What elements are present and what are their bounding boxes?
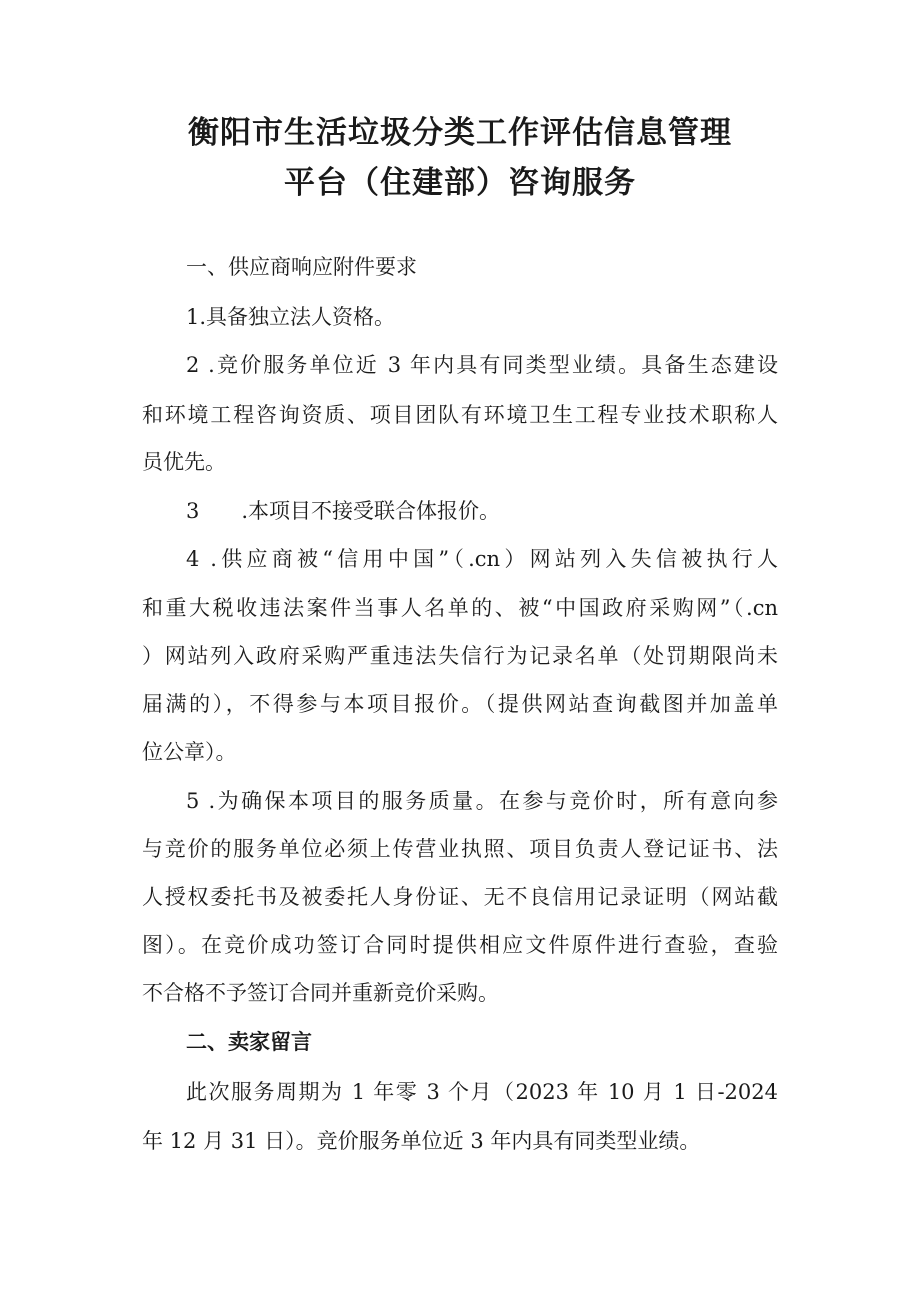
requirement-item-4-line-4: 届满的），不得参与本项目报价。（提供网站查询截图并加盖单 [142, 692, 778, 716]
requirement-item-4-line-3: ）网站列入政府采购严重违法失信行为记录名单（处罚期限尚未 [142, 644, 778, 668]
seller-message-line-1: 此次服务周期为 1 年零 3 个月（2023 年 10 月 1 日-2024 [186, 1080, 778, 1104]
requirement-item-2-line-3: 员优先。 [142, 450, 226, 474]
requirement-item-5-line-2: 与竞价的服务单位必须上传营业执照、项目负责人登记证书、法 [142, 837, 778, 861]
requirement-item-2-line-1: 2 .竞价服务单位近 3 年内具有同类型业绩。具备生态建设 [186, 353, 778, 377]
requirement-item-2-line-2: 和环境工程咨询资质、项目团队有环境卫生工程专业技术职称人 [142, 403, 778, 427]
requirement-item-4-line-5: 位公章）。 [142, 740, 237, 764]
requirement-item-5-line-4: 图）。在竞价成功签订合同时提供相应文件原件进行查验，查验 [142, 933, 778, 957]
requirement-item-4-line-1: 4 .供应商被“信用中国”（.cn）网站列入失信被执行人 [186, 547, 778, 571]
requirement-item-4-line-2: 和重大税收违法案件当事人名单的、被“中国政府采购网”（.cn [142, 596, 778, 620]
requirement-item-5-line-1: 5 .为确保本项目的服务质量。在参与竞价时，所有意向参 [186, 789, 778, 813]
document-title-line-1: 衡阳市生活垃圾分类工作评估信息管理 [188, 115, 732, 151]
requirement-item-3: 3 .本项目不接受联合体报价。 [186, 499, 501, 523]
section-heading-1: 一、供应商响应附件要求 [186, 255, 417, 279]
section-heading-2: 二、卖家留言 [186, 1030, 312, 1054]
document-title-line-2: 平台（住建部）咨询服务 [284, 165, 636, 201]
seller-message-line-2: 年 12 月 31 日）。竞价服务单位近 3 年内具有同类型业绩。 [142, 1129, 701, 1153]
requirement-item-5-line-3: 人授权委托书及被委托人身份证、无不良信用记录证明（网站截 [142, 885, 778, 909]
requirement-item-5-line-5: 不合格不予签订合同并重新竞价采购。 [142, 981, 499, 1005]
requirement-item-1: 1.具备独立法人资格。 [186, 305, 396, 329]
